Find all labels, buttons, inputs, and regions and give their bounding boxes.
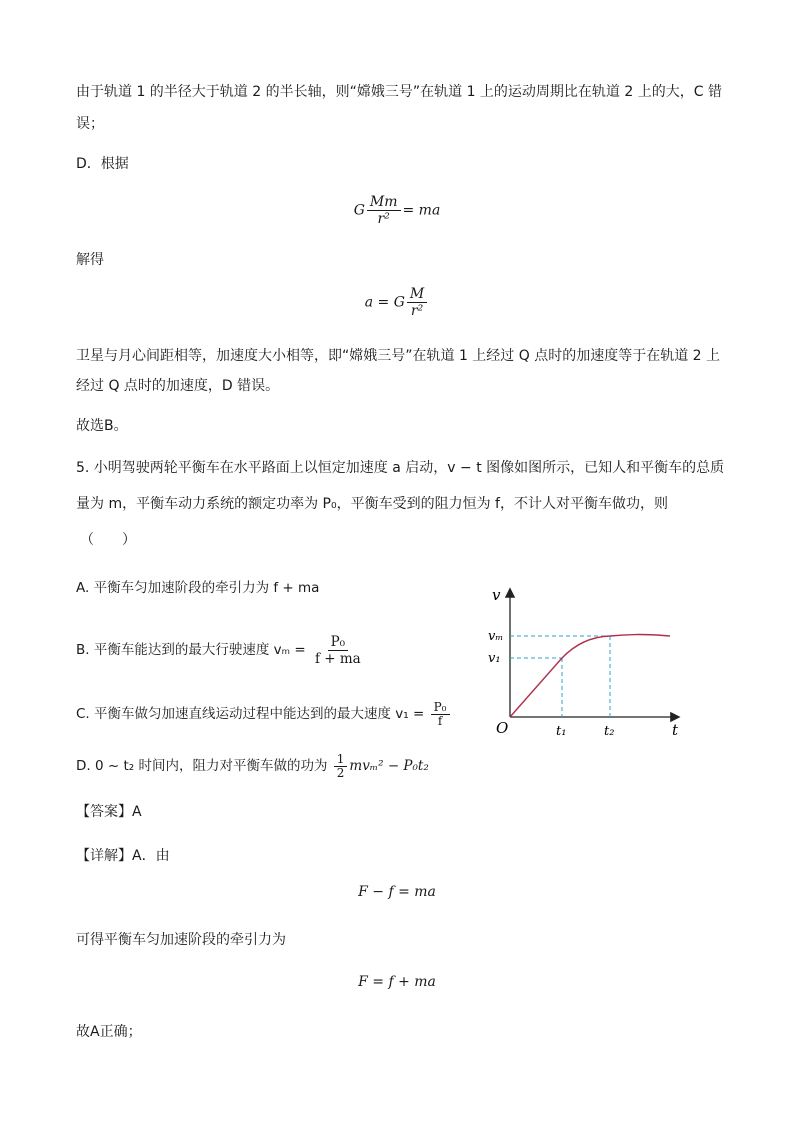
option-b <box>76 630 366 670</box>
fraction-denominator: r² <box>410 303 424 319</box>
fraction <box>367 194 401 227</box>
equation-acceleration <box>0 286 794 319</box>
equation-traction: F = f + ma <box>358 974 436 990</box>
fraction-denominator: f <box>437 713 443 728</box>
conclusion-text: 故选B。 <box>76 418 128 434</box>
option-c <box>76 694 452 734</box>
eq-rhs: = ma <box>402 202 441 219</box>
option-d-text: D. 0 ~ t₂ 时间内，阻力对平衡车做的功为 <box>76 758 328 774</box>
question-line: 5. 小明驾驶两轮平衡车在水平路面上以恒定加速度 a 启动，v − t 图像如图所示，已知人和平衡车的总质 <box>76 460 725 476</box>
fraction-numerator: M <box>407 286 427 303</box>
answer-conclusion: 故A正确； <box>76 1024 142 1040</box>
option-b-text: B. 平衡车能达到的最大行驶速度 vₘ = <box>76 642 306 658</box>
fraction-numerator: 1 <box>334 753 348 767</box>
fraction <box>334 753 348 780</box>
fraction-denominator: f + ma <box>314 650 361 667</box>
fraction-denominator: r² <box>377 211 390 227</box>
origin-label: O <box>496 719 509 737</box>
option-d-heading: D．根据 <box>76 156 129 172</box>
answer-label: 【答案】A <box>76 804 142 820</box>
detail-label: 【详解】A．由 <box>76 848 170 864</box>
fraction <box>312 634 364 667</box>
question-line: 量为 m，平衡车动力系统的额定功率为 P₀，平衡车受到的阻力恒为 f，不计人对平衡车做功，则 <box>76 496 668 512</box>
paragraph-line: 经过 Q 点时的加速度，D 错误。 <box>76 378 280 394</box>
paragraph-line: 卫星与月心间距相等，加速度大小相等，即“嫦娥三号”在轨道 1 上经过 Q 点时的加速度等于在轨道 2 上 <box>76 348 721 364</box>
fraction <box>407 286 427 319</box>
v1-label: v₁ <box>488 651 501 666</box>
eq-lhs: a = G <box>364 294 405 311</box>
paragraph-line: 由于轨道 1 的半径大于轨道 2 的半长轴，则“嫦娥三号”在轨道 1 上的运动周期比在轨道 2 上的大，C 错 <box>76 84 722 100</box>
fraction-denominator: 2 <box>336 765 345 780</box>
fraction-numerator: P₀ <box>328 634 349 651</box>
fraction-numerator: Mm <box>367 194 401 211</box>
option-d-rest: mvₘ² − P₀t₂ <box>349 758 429 774</box>
fraction <box>431 701 450 728</box>
answer-text: 可得平衡车匀加速阶段的牵引力为 <box>76 932 286 948</box>
t2-label: t₂ <box>604 724 615 739</box>
option-a: A. 平衡车匀加速阶段的牵引力为 f + ma <box>76 580 320 596</box>
vm-label: vₘ <box>488 629 504 644</box>
question-blank: （ ） <box>80 532 136 548</box>
x-axis-label: t <box>672 721 679 739</box>
velocity-curve <box>510 635 670 718</box>
vt-graph <box>478 582 688 742</box>
option-d <box>76 746 429 786</box>
eq-symbol: G <box>353 202 365 219</box>
fraction-numerator: P₀ <box>431 701 450 715</box>
paragraph-line: 误； <box>76 116 104 132</box>
y-axis-label: v <box>492 586 501 604</box>
t1-label: t₁ <box>556 724 567 739</box>
equation-gravity <box>0 194 794 227</box>
option-c-text: C. 平衡车做匀加速直线运动过程中能达到的最大速度 v₁ = <box>76 706 425 722</box>
paragraph-line: 解得 <box>76 252 104 268</box>
equation-newton: F − f = ma <box>358 884 436 900</box>
